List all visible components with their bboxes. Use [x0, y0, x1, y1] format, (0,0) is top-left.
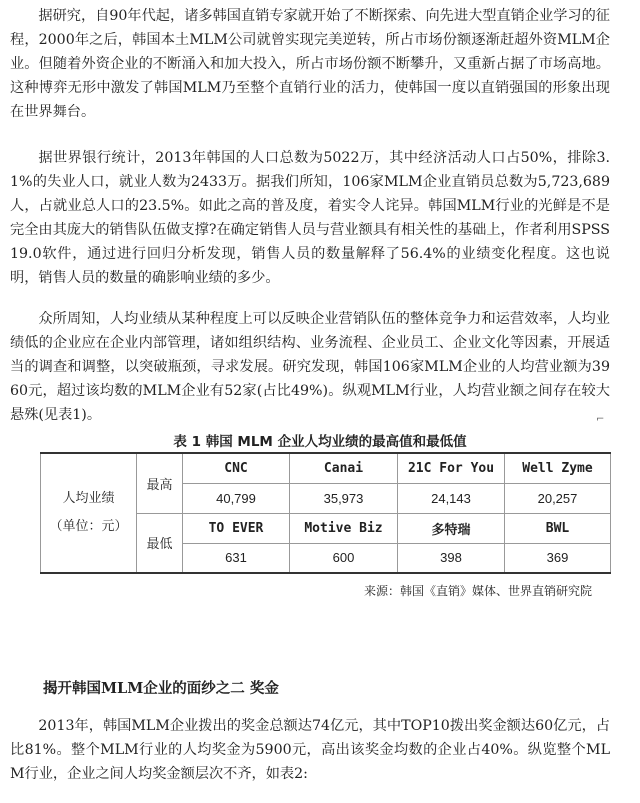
section-heading: 揭开韩国MLM企业的面纱之二 奖金 [43, 680, 279, 697]
row-label-main: 人均业绩 [62, 491, 115, 506]
company-value: 24,143 [398, 483, 505, 513]
per-capita-table [40, 452, 611, 574]
row-label-cell [41, 453, 137, 573]
company-name: BWL [505, 513, 611, 543]
company-name: CNC [183, 453, 290, 483]
row-label-unit: （单位：元） [49, 519, 128, 534]
company-value: 20,257 [505, 483, 611, 513]
paragraph-bonus: 2013年，韩国MLM企业拨出的奖金总额达74亿元，其中TOP10拨出奖金额达60亿元，占比81%。整个MLM行业的人均奖金为5900元，高出该奖金均数的企业占40%。纵览整个MLM行业，企业之间人均奖金额层次不齐，如表2: [10, 718, 610, 782]
company-value: 35,973 [290, 483, 398, 513]
cursor-mark: ⌐ [596, 414, 605, 425]
company-name: 21C For You [398, 453, 505, 483]
table-title: 表 1 韩国 MLM 企业人均业绩的最高值和最低值 [173, 434, 467, 450]
company-value: 631 [183, 543, 290, 573]
table-row [41, 453, 611, 483]
paragraph-intro: 据研究，自90年代起，诸多韩国直销专家就开始了不断探索、向先进大型直销企业学习的征程，2000年之后，韩国本土MLM公司就曾实现完美逆转，所占市场份额逐渐赶超外资MLM企业。但随着外资企业的不断涌入和加大投入，所占市场份额不断攀升，又重新占据了市场高地。这种博弈无形中激发了韩国MLM乃至整个直销行业的活力，使韩国一度以直销强国的形象出现在世界舞台。 [10, 8, 610, 120]
company-name: Well Zyme [505, 453, 611, 483]
company-value: 398 [398, 543, 505, 573]
company-value: 40,799 [183, 483, 290, 513]
company-value: 369 [505, 543, 611, 573]
company-value: 600 [290, 543, 398, 573]
category-low: 最低 [137, 513, 183, 573]
company-name: Canai [290, 453, 398, 483]
table-source: 来源：韩国《直销》媒体、世界直销研究院 [363, 584, 592, 598]
company-name: 多特瑞 [398, 513, 505, 543]
company-name: TO EVER [183, 513, 290, 543]
category-high: 最高 [137, 453, 183, 513]
paragraph-population: 据世界银行统计，2013年韩国的人口总数为5022万，其中经济活动人口占50%，排除3.1%的失业人口，就业人数为2433万。据我们所知，106家MLM企业直销员总数为5,723,689人，占就业总人口的23.5%。如此之高的普及度，着实令人诧异。韩国MLM行业的光鲜是不是完全由其庞大的销售队伍做支撑?在确定销售人员与营业额具有相关性的基础上，作者利用SPSS19.0软件，通过进行回归分析发现，销售人员的数量解释了56.4%的业绩变化程度。这也说明，销售人员的数量的确影响业绩的多少。 [10, 150, 610, 286]
paragraph-per-capita: 众所周知，人均业绩从某种程度上可以反映企业营销队伍的整体竞争力和运营效率，人均业绩低的企业应在企业内部管理，诸如组织结构、业务流程、企业员工、企业文化等因素，开展适当的调查和调整，以突破瓶颈，寻求发展。研究发现，韩国106家MLM企业的人均营业额为3960元，超过该均数的MLM企业有52家(占比49%)。纵观MLM行业，人均营业额之间存在较大悬殊(见表1)。 [10, 311, 610, 423]
company-name: Motive Biz [290, 513, 398, 543]
